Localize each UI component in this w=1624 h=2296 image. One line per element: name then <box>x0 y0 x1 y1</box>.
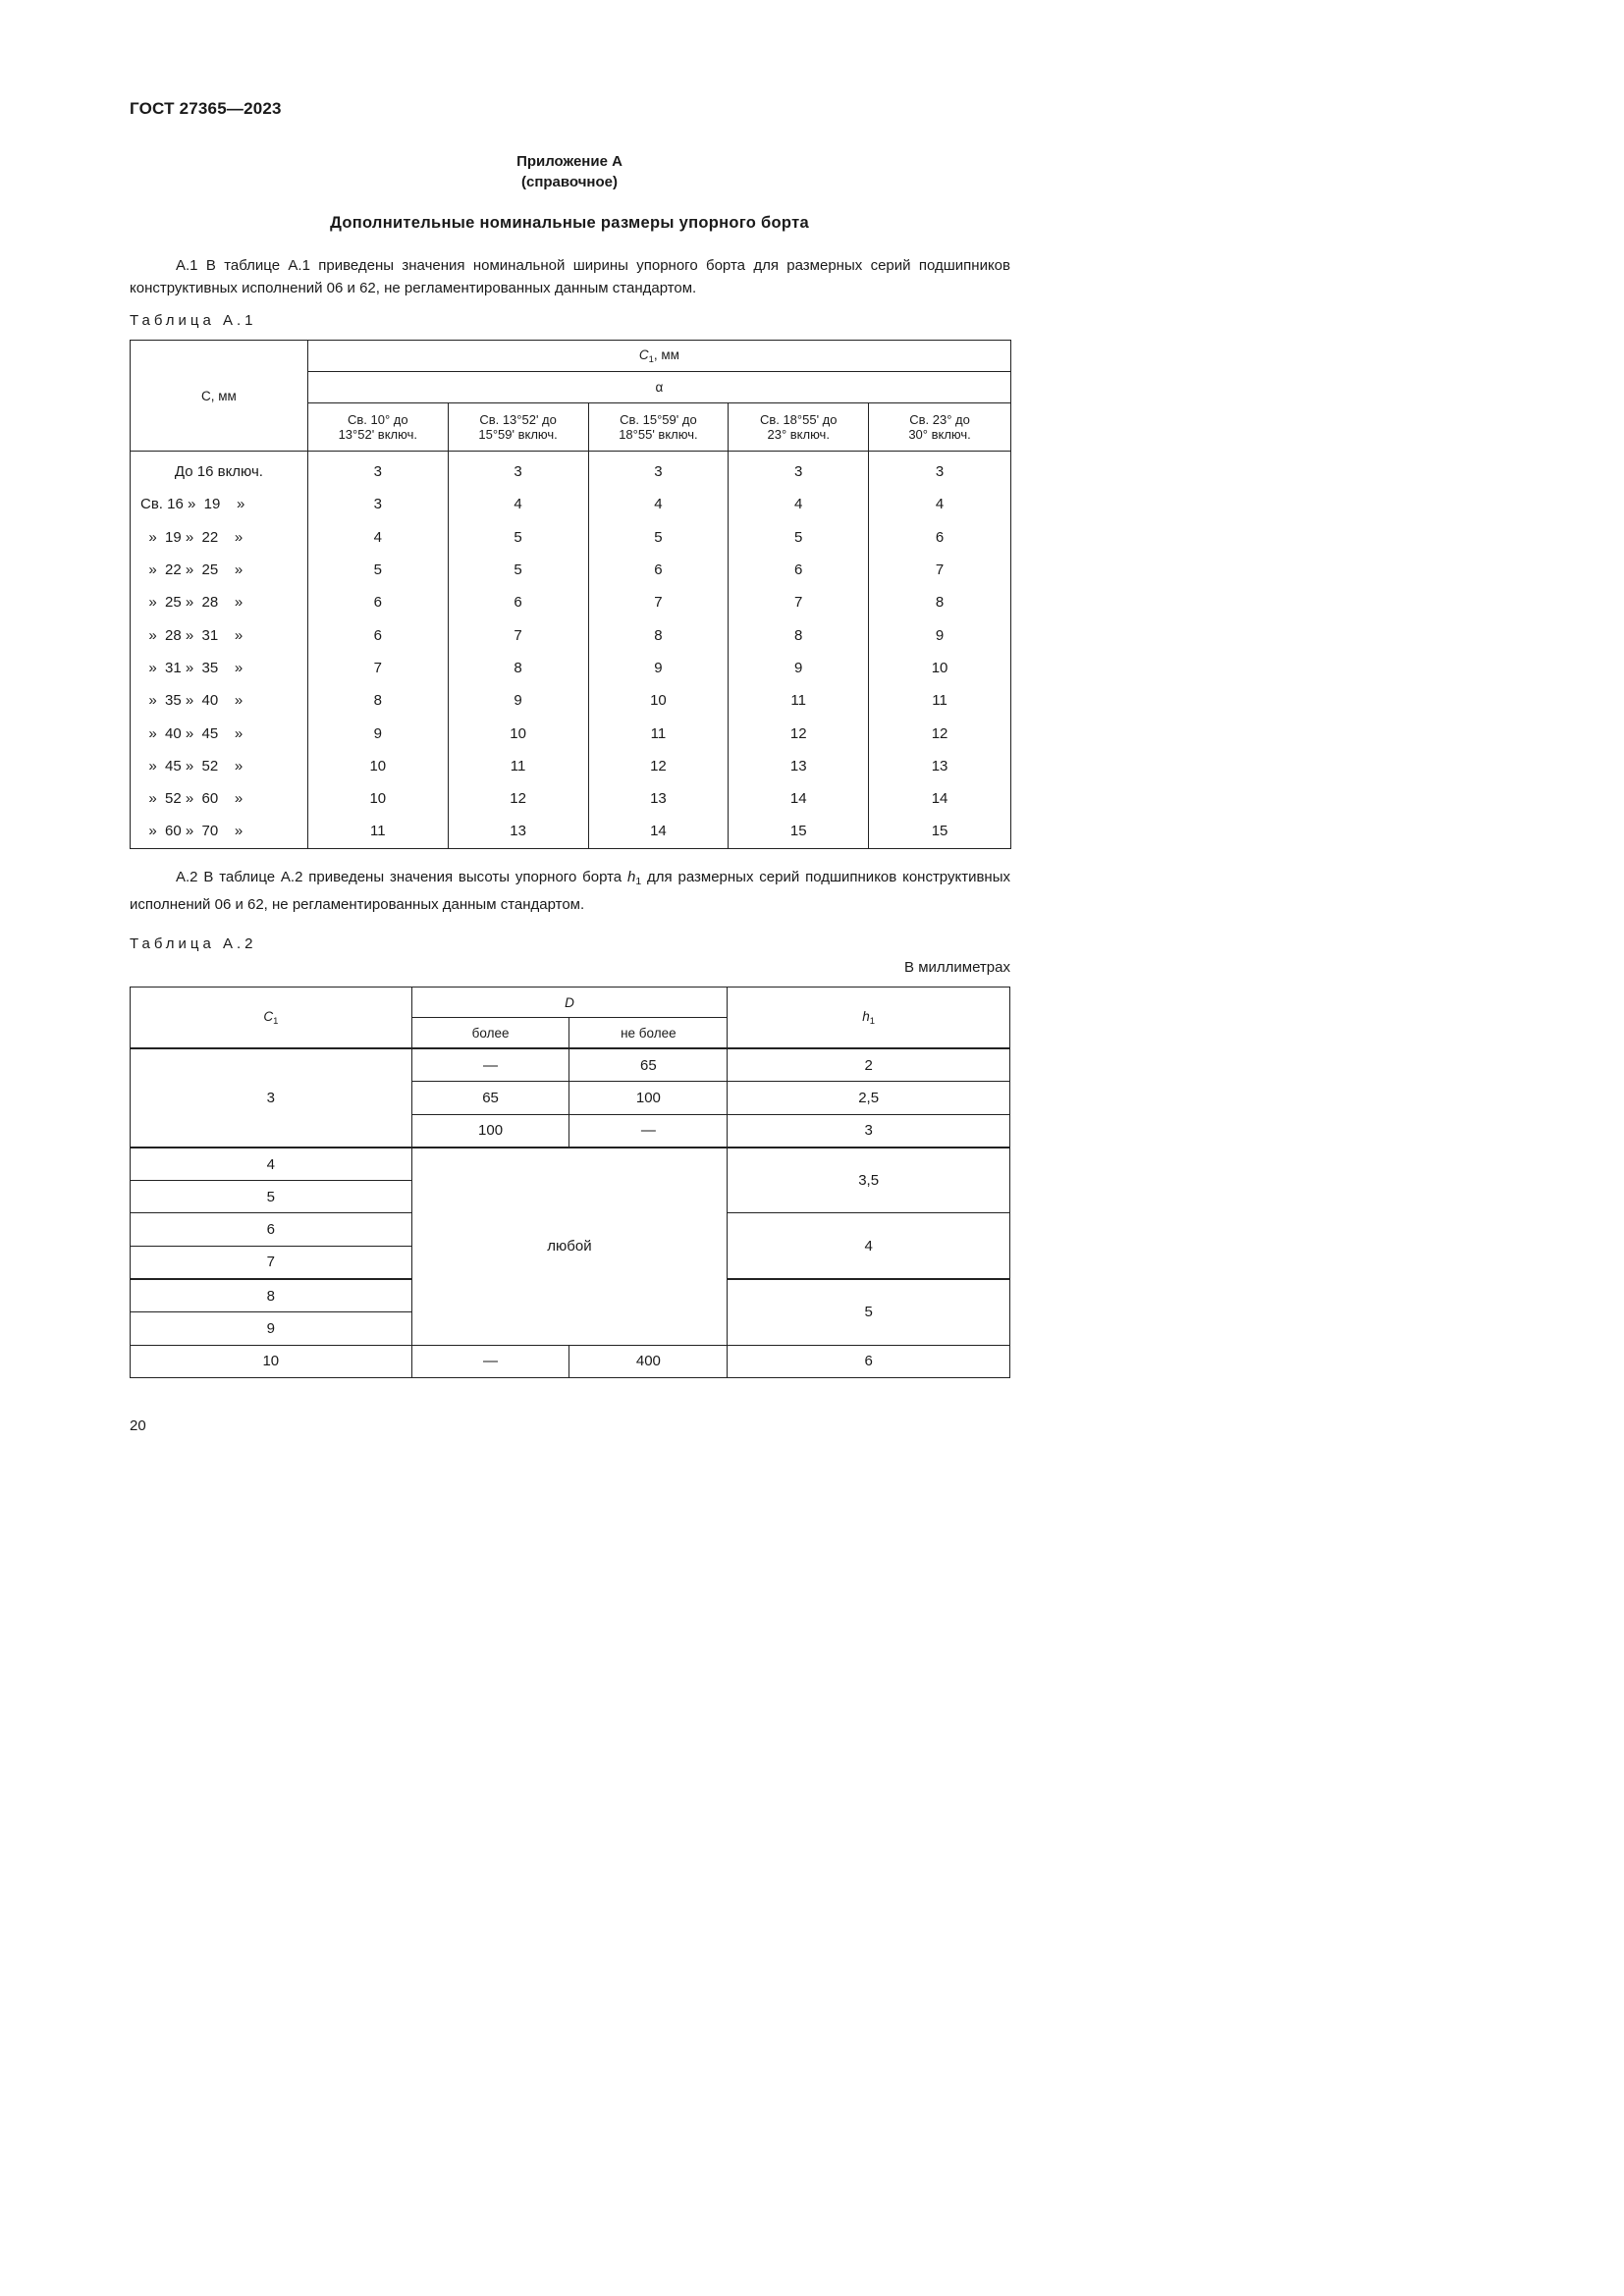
table-a1-cell: 13 <box>869 750 1011 782</box>
table-row <box>131 488 1011 520</box>
table-a1-cell: 7 <box>588 586 729 618</box>
table-a1-row-label: » 31 » 35 » <box>140 659 244 676</box>
table-row <box>131 815 1011 848</box>
table-a1-cell: 4 <box>729 488 869 520</box>
table-a1-cell: 5 <box>729 521 869 554</box>
table-a1-cell: 7 <box>448 618 588 651</box>
table-a1-cell: 10 <box>869 652 1011 684</box>
table-row <box>131 782 1011 815</box>
table-a1-cell: 9 <box>307 717 448 749</box>
page-number: 20 <box>130 1417 146 1434</box>
table-a1-cell: 6 <box>448 586 588 618</box>
table-a1-cell: 3 <box>307 488 448 520</box>
table-a2-cell-h1: 5 <box>728 1279 1010 1345</box>
paragraph-a2: А.2 В таблице А.2 приведены значения высоты упорного борта $h_1$ для размерных серий подшипников конструктивных исполнений 06 и 62, не регламентированных данным стандартом. <box>130 869 1010 913</box>
table-a1-cell: 4 <box>588 488 729 520</box>
table-a2-cell: 100 <box>411 1114 569 1148</box>
table-a1-row-label: » 19 » 22 » <box>140 528 244 546</box>
document-code: ГОСТ 27365—2023 <box>130 99 282 118</box>
table-a2-cell-h1: 4 <box>728 1213 1010 1279</box>
table-a1-cell: 6 <box>588 554 729 586</box>
table-a1-cell: 6 <box>869 521 1011 554</box>
table-a2-cell: 65 <box>411 1082 569 1114</box>
table-a2-cell-c1: 7 <box>131 1246 412 1279</box>
table-a1-cell: 13 <box>588 782 729 815</box>
table-a1-cell: 3 <box>588 452 729 489</box>
table-a2-cell-c1: 3 <box>131 1048 412 1148</box>
table-a1 <box>130 340 1011 849</box>
table-a1-row-label: » 22 » 25 » <box>140 561 244 579</box>
table-a2-cell-c1: 4 <box>131 1148 412 1181</box>
table-a1-caption: Таблица А.1 <box>130 312 257 329</box>
table-a2-header-notmore: не более <box>569 1018 728 1049</box>
table-a1-row-label: Св. 16 » 19 » <box>140 496 245 513</box>
table-a1-cell: 5 <box>448 554 588 586</box>
table-a1-header-alpha: α <box>307 372 1010 403</box>
table-a2-cell: — <box>569 1114 728 1148</box>
table-a1-cell: 12 <box>869 717 1011 749</box>
table-row <box>131 1345 1010 1377</box>
table-a1-cell: 11 <box>729 684 869 717</box>
table-a2-cell: 100 <box>569 1082 728 1114</box>
table-a1-angle-header: Св. 15°59' до 18°55' включ. <box>588 403 729 452</box>
table-a1-cell: 6 <box>729 554 869 586</box>
paragraph-a1 <box>130 254 1010 299</box>
table-a1-angle-header: Св. 10° до 13°52' включ. <box>307 403 448 452</box>
table-a1-cell: 4 <box>448 488 588 520</box>
table-a1-cell: 3 <box>448 452 588 489</box>
table-a2-header-c1: $С_1$ <box>131 988 412 1049</box>
table-a1-row-label: » 40 » 45 » <box>140 724 244 742</box>
table-a1-cell: 9 <box>588 652 729 684</box>
table-a1-cell: 8 <box>448 652 588 684</box>
table-a2-cell: 3 <box>728 1114 1010 1148</box>
table-a2-cell-h1: 6 <box>728 1345 1010 1377</box>
table-row <box>131 652 1011 684</box>
table-row <box>131 1148 1010 1181</box>
appendix-heading: Дополнительные номинальные размеры упорного борта <box>330 214 809 232</box>
table-row <box>131 554 1011 586</box>
table-a2-cell-c1: 10 <box>131 1345 412 1377</box>
table-a1-cell: 9 <box>448 684 588 717</box>
table-a2-cell: 2,5 <box>728 1082 1010 1114</box>
table-a1-cell: 7 <box>307 652 448 684</box>
table-a1-cell: 12 <box>448 782 588 815</box>
table-a1-angle-header: Св. 23° до 30° включ. <box>869 403 1011 452</box>
table-a1-cell: 14 <box>729 782 869 815</box>
table-a1-cell: 5 <box>448 521 588 554</box>
table-a2-header-h1: $h_1$ <box>728 988 1010 1049</box>
table-a2-cell-c1: 6 <box>131 1213 412 1246</box>
table-a1-cell: 3 <box>307 452 448 489</box>
table-a1-cell: 5 <box>307 554 448 586</box>
table-a2 <box>130 987 1010 1378</box>
table-a1-header-c: С, мм <box>131 341 308 452</box>
table-a2-cell-any: любой <box>411 1148 728 1345</box>
table-a1-cell: 5 <box>588 521 729 554</box>
table-a2-cell-c1: 8 <box>131 1279 412 1312</box>
table-a1-cell: 12 <box>729 717 869 749</box>
table-a1-cell: 11 <box>588 717 729 749</box>
table-a2-cell: — <box>411 1048 569 1082</box>
table-a1-cell: 3 <box>729 452 869 489</box>
table-a1-cell: 9 <box>869 618 1011 651</box>
table-a2-cell: 400 <box>569 1345 728 1377</box>
table-a1-cell: 8 <box>588 618 729 651</box>
table-a1-cell: 9 <box>729 652 869 684</box>
paragraph-a1-text: А.1 В таблице А.1 приведены значения номинальной ширины упорного борта для размерных серий подшипников конструктивных исполнений 06 и 62, не регламентированных данным стандартом. <box>130 257 1010 296</box>
table-a1-cell: 11 <box>307 815 448 848</box>
table-a1-cell: 8 <box>869 586 1011 618</box>
table-a1-row-label: До 16 включ. <box>131 452 308 489</box>
table-row <box>131 586 1011 618</box>
table-row <box>131 618 1011 651</box>
table-a2-cell: 65 <box>569 1048 728 1082</box>
table-a2-cell-h1: 3,5 <box>728 1148 1010 1213</box>
table-row <box>131 452 1011 489</box>
appendix-kind: (справочное) <box>521 174 618 190</box>
table-a2-caption: Таблица А.2 <box>130 935 257 952</box>
table-a2-header-more: более <box>411 1018 569 1049</box>
table-a1-cell: 14 <box>588 815 729 848</box>
table-a1-row-label: » 35 » 40 » <box>140 692 244 710</box>
table-a1-angle-header: Св. 18°55' до 23° включ. <box>729 403 869 452</box>
table-a2-cell-c1: 9 <box>131 1312 412 1345</box>
table-a2-header-d: D <box>411 988 728 1018</box>
table-a1-cell: 4 <box>869 488 1011 520</box>
table-a1-cell: 10 <box>307 782 448 815</box>
table-row <box>131 684 1011 717</box>
table-a1-header-c1: $С_1$, мм <box>307 341 1010 372</box>
table-a1-row-label: » 45 » 52 » <box>140 757 244 774</box>
table-a1-cell: 7 <box>869 554 1011 586</box>
table-a1-cell: 8 <box>729 618 869 651</box>
table-a1-row-label: » 25 » 28 » <box>140 594 244 612</box>
table-a2-cell: — <box>411 1345 569 1377</box>
table-a1-cell: 15 <box>869 815 1011 848</box>
table-a2-cell-c1: 5 <box>131 1181 412 1213</box>
table-a1-row-label: » 60 » 70 » <box>140 823 244 840</box>
table-a1-cell: 15 <box>729 815 869 848</box>
table-a1-cell: 10 <box>588 684 729 717</box>
table-a1-cell: 10 <box>448 717 588 749</box>
table-a1-cell: 14 <box>869 782 1011 815</box>
appendix-title: Приложение А <box>516 153 623 170</box>
table-row <box>131 1048 1010 1082</box>
table-a1-angle-header: Св. 13°52' до 15°59' включ. <box>448 403 588 452</box>
table-row <box>131 717 1011 749</box>
table-a1-cell: 12 <box>588 750 729 782</box>
table-a1-cell: 10 <box>307 750 448 782</box>
table-a1-cell: 11 <box>448 750 588 782</box>
table-a1-cell: 7 <box>729 586 869 618</box>
table-a1-row-label: » 28 » 31 » <box>140 626 244 644</box>
table-a1-cell: 13 <box>448 815 588 848</box>
table-a1-cell: 13 <box>729 750 869 782</box>
table-a1-cell: 11 <box>869 684 1011 717</box>
table-a1-row-label: » 52 » 60 » <box>140 790 244 808</box>
table-row <box>131 750 1011 782</box>
table-a1-cell: 4 <box>307 521 448 554</box>
table-a2-unit-note: В миллиметрах <box>904 959 1010 976</box>
table-a1-cell: 6 <box>307 586 448 618</box>
table-a2-cell: 2 <box>728 1048 1010 1082</box>
table-a1-cell: 6 <box>307 618 448 651</box>
table-row <box>131 521 1011 554</box>
table-a1-cell: 3 <box>869 452 1011 489</box>
table-a1-cell: 8 <box>307 684 448 717</box>
